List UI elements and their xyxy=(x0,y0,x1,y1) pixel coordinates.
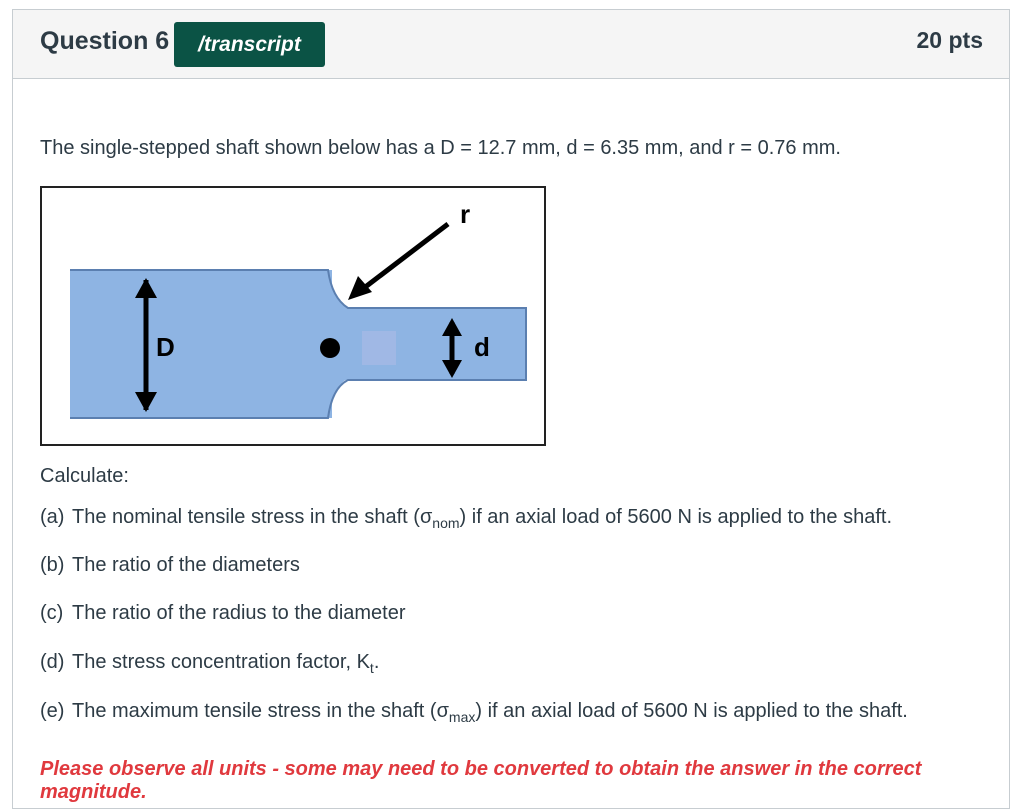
question-card xyxy=(12,9,1010,809)
r-leader-arrow xyxy=(364,224,448,288)
calc-item-label: (d) xyxy=(40,651,65,673)
calculate-label: Calculate: xyxy=(40,465,129,487)
subscript: t xyxy=(369,660,374,676)
calc-item-text-end: ) if an axial load of 5600 N is applied to the shaft. xyxy=(475,700,908,722)
label-r: r xyxy=(460,199,471,229)
subscript: nom xyxy=(432,515,460,531)
calc-item xyxy=(40,602,406,625)
points-label: 20 pts xyxy=(916,27,983,53)
shaft-figure xyxy=(40,186,546,446)
r-arrowhead xyxy=(348,276,372,300)
calc-item xyxy=(40,554,300,577)
calc-item-label: (e) xyxy=(40,700,65,722)
calc-item xyxy=(40,651,379,676)
calc-item-text-end: . xyxy=(373,651,380,673)
subscript: max xyxy=(448,709,476,725)
units-warning: Please observe all units - some may need to be converted to obtain the answer in the correct magnitude. xyxy=(40,758,922,803)
question-title: Question 6 xyxy=(40,27,170,55)
calc-item-label: (a) xyxy=(40,506,65,528)
label-d: d xyxy=(474,332,490,362)
calc-item-text-end: ) if an axial load of 5600 N is applied to the shaft. xyxy=(459,506,893,528)
calc-item-text: The ratio of the diameters xyxy=(72,554,300,576)
question-stem: The single-stepped shaft shown below has a D = 12.7 mm, d = 6.35 mm, and r = 0.76 mm. xyxy=(40,137,841,159)
calc-item-text: The maximum tensile stress in the shaft ( xyxy=(72,700,437,722)
calc-item-label: (b) xyxy=(40,554,65,576)
label-D: D xyxy=(156,332,175,362)
sigma-symbol: σ xyxy=(436,700,449,722)
question-header xyxy=(13,10,1009,79)
transcript-button[interactable]: /transcript xyxy=(174,22,325,67)
calc-item-text: The nominal tensile stress in the shaft ( xyxy=(72,506,420,528)
sigma-symbol: σ xyxy=(419,506,433,528)
shaft-diagram xyxy=(42,188,544,444)
highlight-square xyxy=(362,331,396,365)
calc-item-label: (c) xyxy=(40,602,64,624)
calc-item-text: The stress concentration factor, K xyxy=(72,651,370,673)
calc-item-text: The ratio of the radius to the diameter xyxy=(72,602,406,624)
step-dot xyxy=(320,338,340,358)
calc-item xyxy=(40,506,892,531)
calc-item xyxy=(40,700,908,725)
shaft-large-section xyxy=(70,270,332,418)
